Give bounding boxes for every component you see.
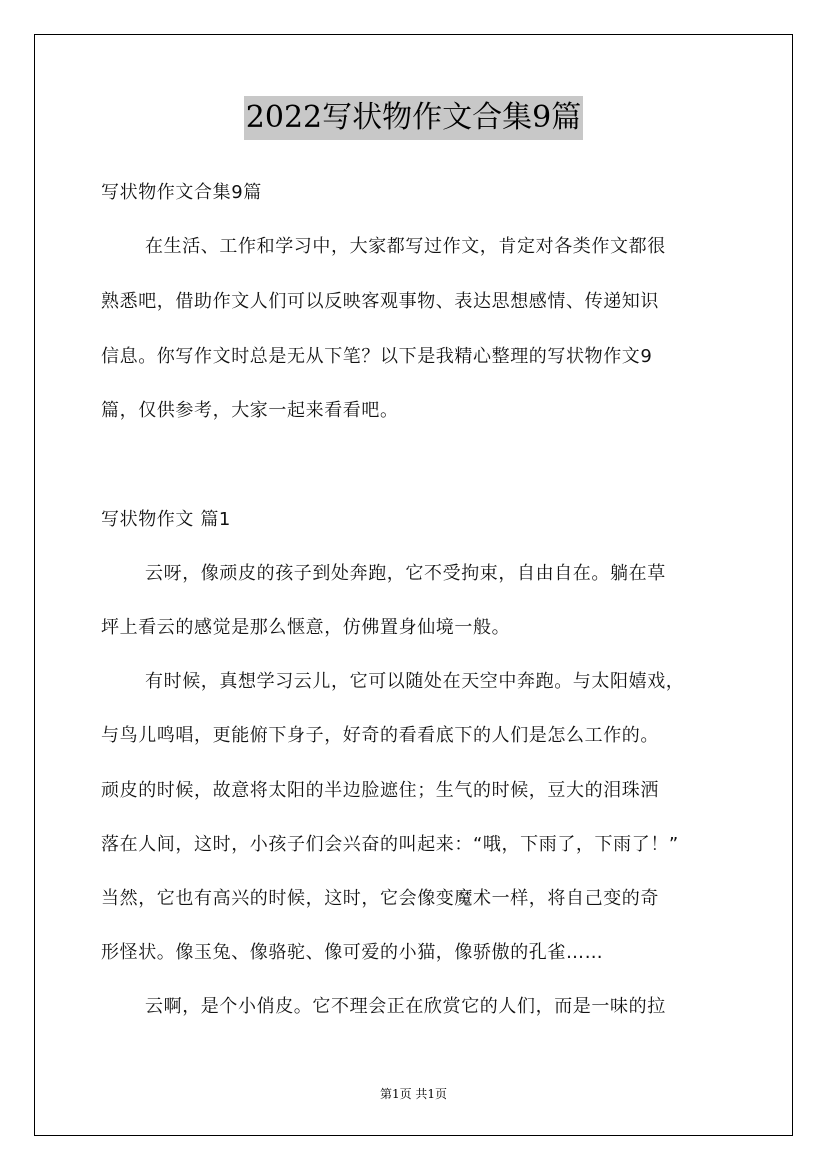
body-line: 有时候，真想学习云儿，它可以随处在天空中奔跑。与太阳嬉戏， [145,671,685,692]
body-line: 顽皮的时候，故意将太阳的半边脸遮住；生气的时候，豆大的泪珠洒 [101,780,659,801]
intro-line: 在生活、工作和学习中，大家都写过作文，肯定对各类作文都很 [145,236,666,257]
section-heading: 写状物作文 篇1 [101,509,231,530]
title-container [0,96,827,140]
body-line: 云啊，是个小俏皮。它不理会正在欣赏它的人们，而是一味的拉 [145,996,666,1017]
page-footer: 第1页 共1页 [379,1087,448,1101]
subtitle: 写状物作文合集9篇 [101,182,262,203]
body-line: 落在人间，这时，小孩子们会兴奋的叫起来：“哦，下雨了，下雨了！” [101,834,679,855]
body-line: 当然，它也有高兴的时候，这时，它会像变魔术一样，将自己变的奇 [101,888,659,909]
intro-line: 熟悉吧，借助作文人们可以反映客观事物、表达思想感情、传递知识 [101,291,659,312]
body-line: 与鸟儿鸣唱，更能俯下身子，好奇的看看底下的人们是怎么工作的。 [101,725,659,746]
body-line: 坪上看云的感觉是那么惬意，仿佛置身仙境一般。 [101,617,511,638]
body-line: 云呀，像顽皮的孩子到处奔跑，它不受拘束，自由自在。躺在草 [145,563,666,584]
intro-line: 篇，仅供参考，大家一起来看看吧。 [101,400,399,421]
body-line: 形怪状。像玉兔、像骆驼、像可爱的小猫，像骄傲的孔雀…… [101,942,604,963]
intro-line: 信息。你写作文时总是无从下笔？以下是我精心整理的写状物作文9 [101,346,653,367]
document-title: 2022写状物作文合集9篇 [244,96,583,140]
